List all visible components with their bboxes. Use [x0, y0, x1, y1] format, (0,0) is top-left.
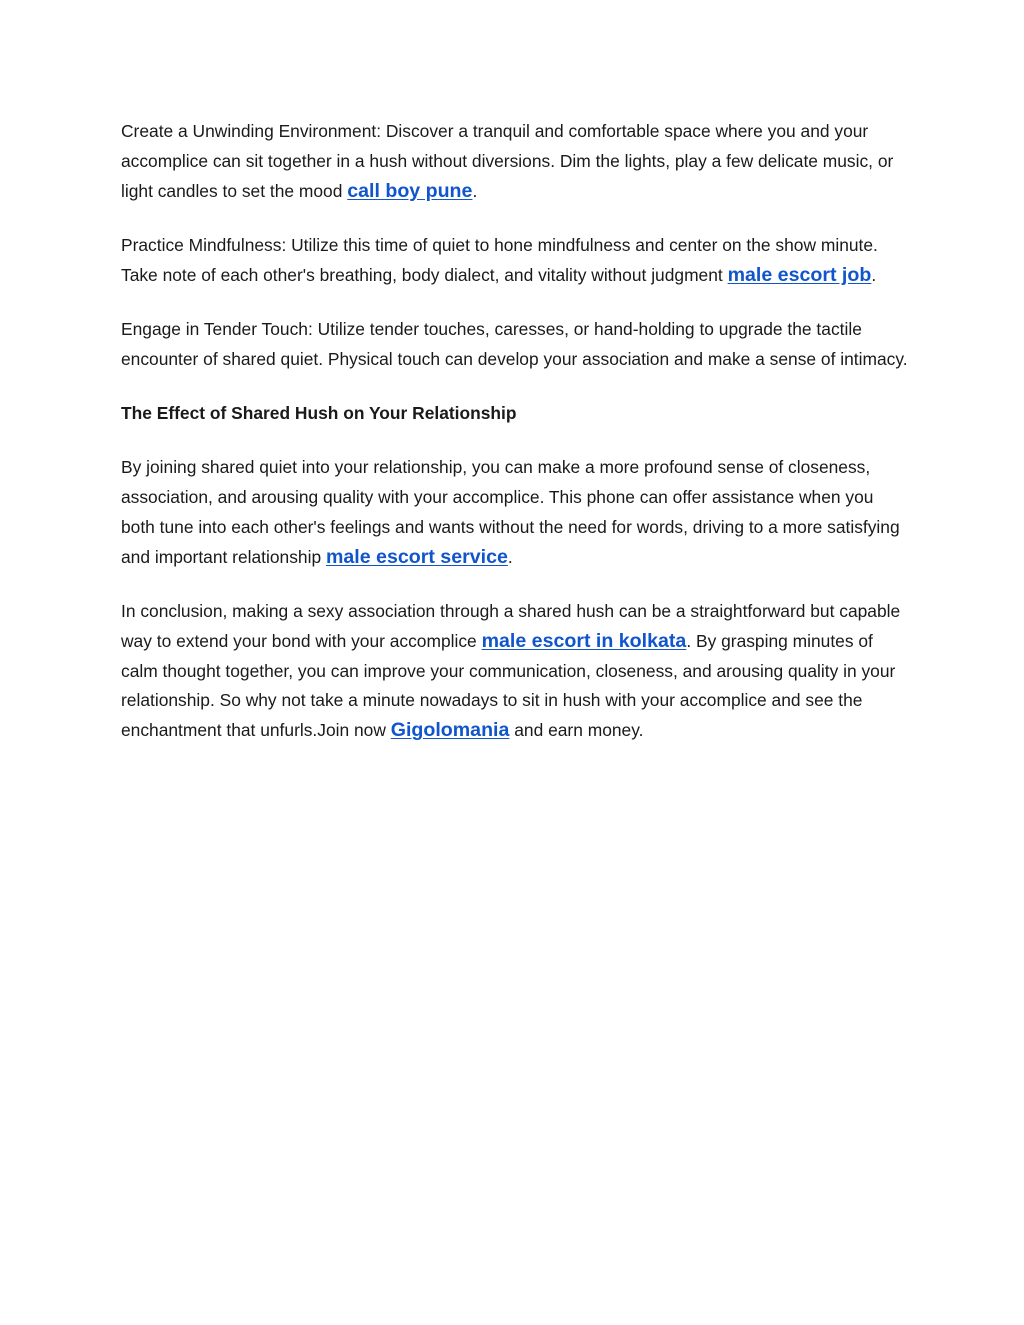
paragraph-text: By joining shared quiet into your relationship, you can make a more profound sense of closeness, association, and arousing quality with your accomplice. This phone can offer assistance when you both tune into each other's feelings and wants without the need for words, driving to a more satisfying and important relationship — [121, 457, 900, 567]
paragraph-environment — [121, 117, 911, 206]
paragraph-text: Create a Unwinding Environment: Discover a tranquil and comfortable space where you and your accomplice can sit together in a hush without diversions. Dim the lights, play a few delicate music, or light candles to set the mood — [121, 121, 894, 201]
paragraph-text: . — [871, 264, 877, 285]
paragraph-text: . By grasping minutes of calm thought together, you can improve your communication, closeness, and arousing quality in your relationship. So why not take a minute nowadays to sit in hush with your accomplice and see the enchantment that unfurls.Join now — [121, 630, 896, 741]
paragraph-text: Engage in Tender Touch: Utilize tender touches, caresses, or hand-holding to upgrade the tactile encounter of shared quiet. Physical touch can develop your association and make a sense of intimacy. — [121, 318, 908, 369]
link-male-escort-job[interactable]: male escort job — [727, 263, 872, 286]
paragraph-conclusion — [121, 597, 911, 746]
paragraph-mindfulness — [121, 231, 911, 291]
paragraph-tender-touch — [121, 315, 911, 375]
paragraph-text: and earn money. — [509, 720, 644, 741]
link-call-boy-pune[interactable]: call boy pune — [347, 179, 473, 202]
link-male-escort-in-kolkata[interactable]: male escort in kolkata — [481, 629, 687, 652]
paragraph-text: Practice Mindfulness: Utilize this time of quiet to hone mindfulness and center on the show minute. Take note of each other's breathing, body dialect, and vitality without judgment — [121, 234, 878, 285]
paragraph-text: . — [507, 546, 513, 567]
paragraph-text: In conclusion, making a sexy association through a shared hush can be a straightforward but capable way to extend your bond with your accomplice — [121, 601, 901, 651]
link-male-escort-service[interactable]: male escort service — [325, 545, 508, 568]
document-body — [121, 117, 911, 771]
section-heading: The Effect of Shared Hush on Your Relationship — [121, 403, 517, 424]
paragraph-effect — [121, 453, 911, 572]
link-gigolomania[interactable]: Gigolomania — [390, 719, 510, 742]
paragraph-text: . — [472, 180, 478, 201]
